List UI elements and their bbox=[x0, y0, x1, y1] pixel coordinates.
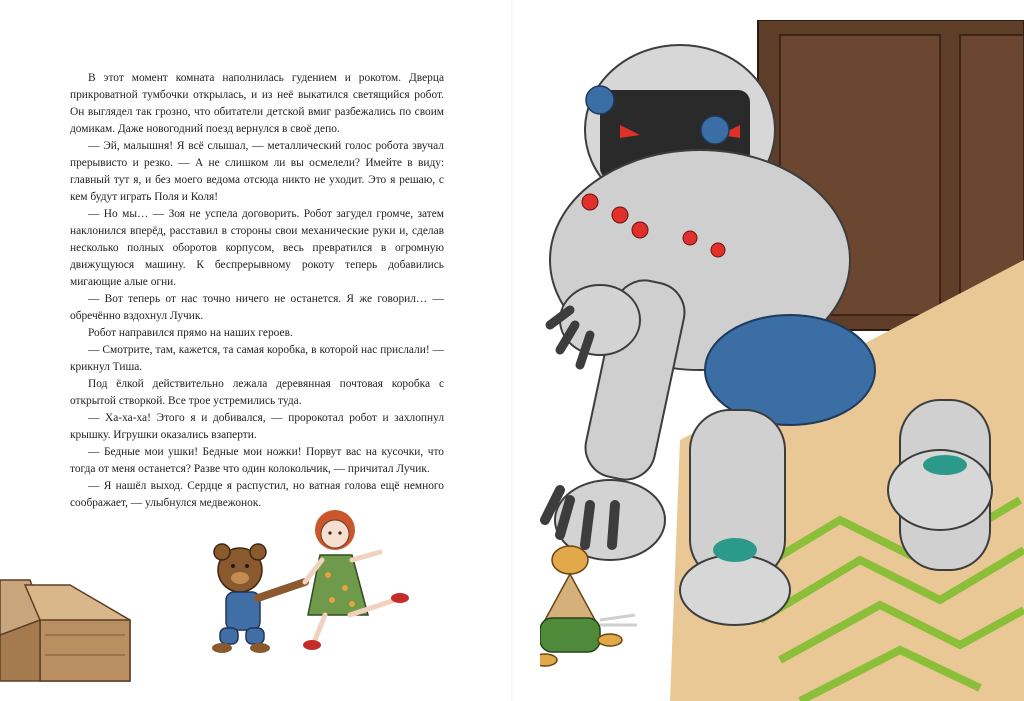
doll-figure bbox=[303, 510, 409, 650]
paragraph: Под ёлкой действительно лежала деревянная почтовая коробка с открытой створкой. Все трое устремились туда. bbox=[70, 378, 444, 407]
paragraph: — Но мы… — Зоя не успела договорить. Робот загудел громче, затем наклонился вперёд, расставил в стороны свои механические руки и, сделав несколько полных оборотов корпусом, весь превратился в огромную движущуюся машину. К беспрерывному рокоту теперь добавились мигающие алые огни. bbox=[70, 208, 444, 288]
paragraph: — Эй, малышня! Я всё слышал, — металлический голос робота звучал прерывисто и резко. — А не слишком ли вы осмелели? Имейте в виду: главный тут я, и без моего ведома отсюда никто не уходит. Это я решаю, с кем будут играть Поля и Коля! bbox=[70, 140, 444, 203]
robot-scene-illustration bbox=[540, 20, 1024, 701]
wooden-box-illustration bbox=[0, 540, 140, 701]
paragraph: — Вот теперь от нас точно ничего не останется. Я же говорил… — обречённо вздохнул Лучик. bbox=[70, 293, 444, 322]
horse-toy-figure bbox=[540, 546, 637, 666]
bear-and-doll-illustration bbox=[200, 500, 440, 660]
paragraph: — Смотрите, там, кажется, та самая коробка, в которой нас прислали! — крикнул Тиша. bbox=[70, 344, 444, 373]
bear-figure bbox=[212, 544, 305, 653]
story-text bbox=[70, 70, 444, 512]
paragraph: — Ха-ха-ха! Этого я и добивался, — пророкотал робот и захлопнул крышку. Игрушки оказались взаперти. bbox=[70, 412, 444, 441]
book-gutter bbox=[511, 0, 513, 701]
paragraph: — Я нашёл выход. Сердце я распустил, но ватная голова ещё немного соображает, — улыбнулся медвежонок. bbox=[70, 480, 444, 509]
paragraph: В этот момент комната наполнилась гудением и рокотом. Дверца прикроватной тумбочки открылась, и из неё выкатился светящийся робот. Он выглядел так грозно, что обитатели детской вмиг разбежались по своим домикам. Даже новогодний поезд вернулся в своё депо. bbox=[70, 72, 444, 135]
paragraph: Робот направился прямо на наших героев. bbox=[88, 327, 293, 339]
paragraph: — Бедные мои ушки! Бедные мои ножки! Порвут вас на кусочки, что тогда от меня останется? Разве что один колокольчик, — причитал Лучик. bbox=[70, 446, 444, 475]
